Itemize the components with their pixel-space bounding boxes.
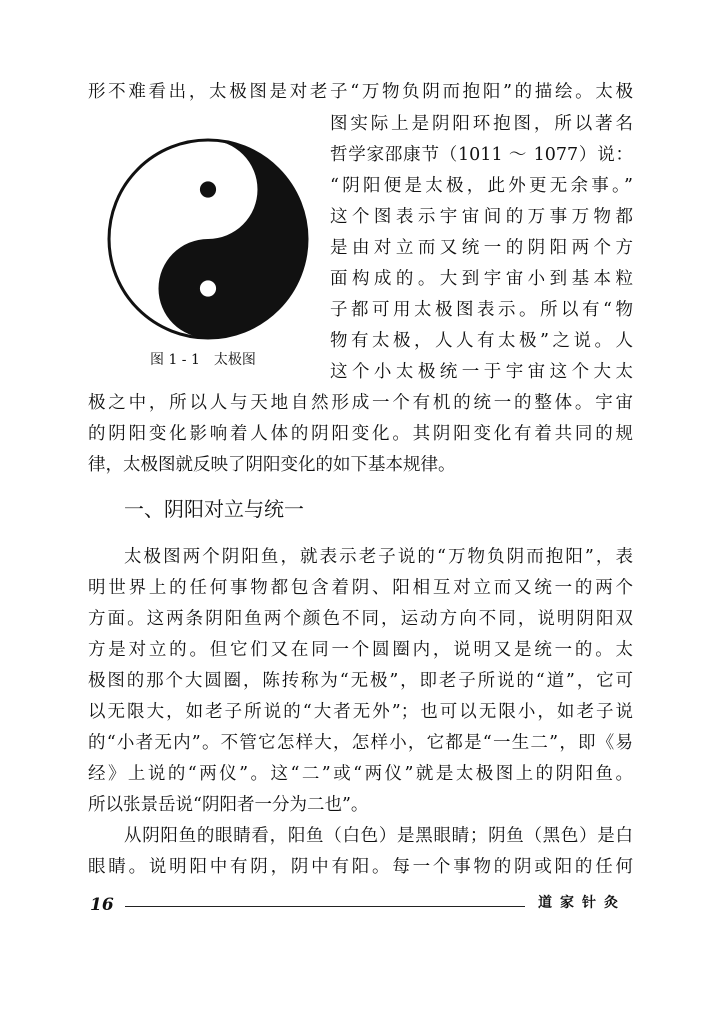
text-line: 律，太极图就反映了阴阳变化的如下基本规律。 bbox=[88, 455, 456, 475]
text-line: 从阴阳鱼的眼睛看，阳鱼（白色）是黑眼睛；阴鱼（黑色）是白 bbox=[124, 826, 633, 846]
running-title: 道家针灸 bbox=[538, 895, 626, 911]
text-line: 哲学家邵康节（1011 ～ 1077）说： bbox=[330, 145, 633, 165]
text-line: 这个图表示宇宙间的万事万物都 bbox=[330, 207, 633, 227]
text-line: 所以张景岳说“阴阳者一分为二也”。 bbox=[88, 795, 369, 815]
text-line: 极之中，所以人与天地自然形成一个有机的统一的整体。宇宙 bbox=[88, 393, 633, 413]
text-line: 物有太极，人人有太极”之说。人 bbox=[330, 331, 633, 351]
taiji-yin-yang-icon bbox=[107, 138, 309, 340]
text-line: 以无限大，如老子所说的“大者无外”；也可以无限小，如老子说 bbox=[88, 702, 633, 722]
text-line: 太极图两个阴阳鱼，就表示老子说的“万物负阴而抱阳”，表 bbox=[124, 547, 633, 567]
text-line: 是由对立而又统一的阴阳两个方 bbox=[330, 238, 633, 258]
text-line: 形不难看出，太极图是对老子“万物负阴而抱阳”的描绘。太极 bbox=[88, 82, 633, 102]
text-line: 眼睛。说明阳中有阴，阴中有阳。每一个事物的阴或阳的任何 bbox=[88, 857, 633, 877]
text-line: 方是对立的。但它们又在同一个圆圈内，说明又是统一的。太 bbox=[88, 640, 633, 660]
text-line: 面构成的。大到宇宙小到基本粒 bbox=[330, 269, 633, 289]
text-line: 图实际上是阴阳环抱图，所以著名 bbox=[330, 114, 633, 134]
text-line: 子都可用太极图表示。所以有“物 bbox=[330, 300, 633, 320]
figure-caption: 图 1 - 1 太极图 bbox=[150, 352, 256, 368]
footer-rule bbox=[125, 906, 525, 907]
text-line: “阴阳便是太极，此外更无余事。” bbox=[330, 176, 633, 196]
text-line: 极图的那个大圆圈，陈抟称为“无极”，即老子所说的“道”，它可 bbox=[88, 671, 633, 691]
text-line: 方面。这两条阴阳鱼两个颜色不同，运动方向不同，说明阴阳双 bbox=[88, 609, 633, 629]
page-number: 16 bbox=[90, 895, 114, 915]
text-line: 的阴阳变化影响着人体的阴阳变化。其阴阳变化有着共同的规 bbox=[88, 424, 633, 444]
text-line: 经》上说的“两仪”。这“二”或“两仪”就是太极图上的阴阳鱼。 bbox=[88, 764, 633, 784]
text-line: 明世界上的任何事物都包含着阴、阳相互对立而又统一的两个 bbox=[88, 578, 633, 598]
text-line: 的“小者无内”。不管它怎样大，怎样小，它都是“一生二”，即《易 bbox=[88, 733, 633, 753]
text-line: 这个小太极统一于宇宙这个大太 bbox=[330, 362, 633, 382]
section-heading: 一、阴阳对立与统一 bbox=[124, 497, 304, 521]
